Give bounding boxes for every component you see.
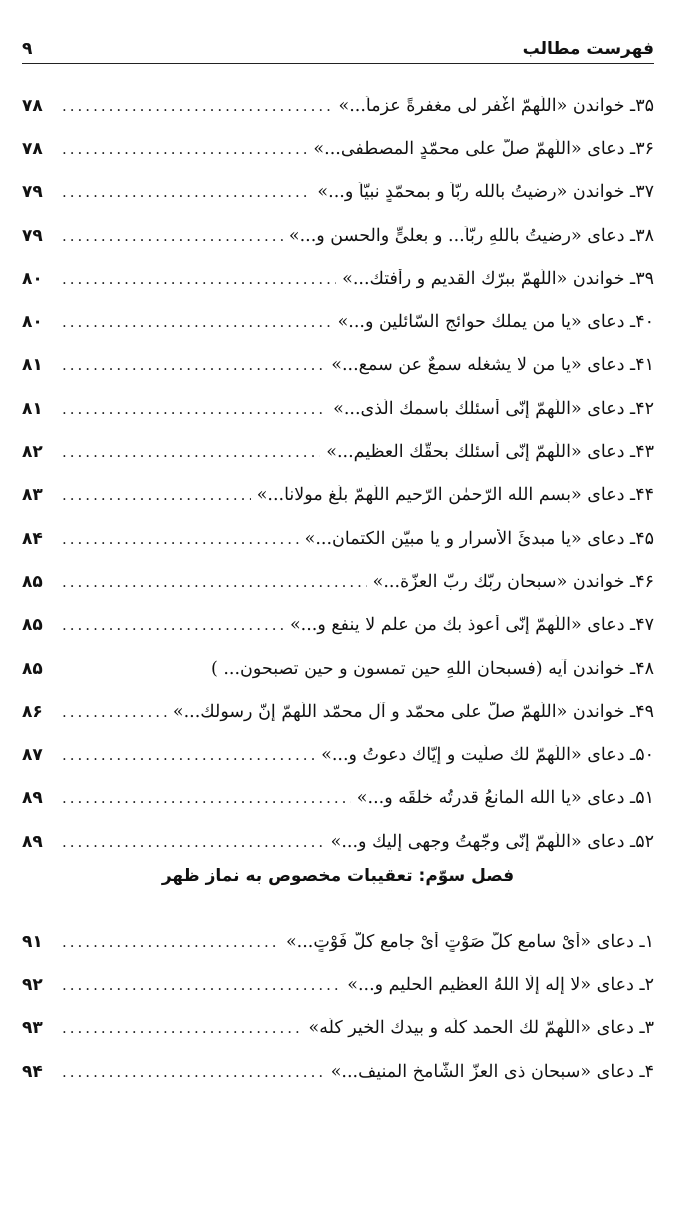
toc-row (22, 647, 654, 690)
toc-page-number: ۸۰ (22, 312, 43, 333)
header-title: فهرست مطالب (522, 39, 654, 59)
toc-row (22, 777, 654, 820)
toc-entry-text: ۳۹ـ خواندن «اللّهمّ ببرّك القدیم و رأفتك...» (342, 268, 654, 289)
toc-list-bottom (22, 920, 654, 1093)
leader-dots (62, 933, 280, 951)
leader-dots (62, 183, 311, 201)
toc-row (22, 963, 654, 1006)
toc-row (22, 344, 654, 387)
toc-page-number: ۸۵ (22, 615, 43, 636)
toc-entry-text: ۳۷ـ خواندن «رضیتُ بالله ربّاً و بمحمّدٍ نبیّاً و...» (317, 182, 654, 203)
leader-dots (62, 703, 167, 721)
toc-row (22, 127, 654, 170)
leader-dots (62, 356, 325, 374)
toc-entry-text: ۴۷ـ دعای «اللّهمّ إنّی أعوذ بك من علمٍ لا ینفع و...» (289, 615, 654, 636)
section-heading: فصل سوّم: تعقیبات مخصوص به نماز ظهر (161, 866, 515, 886)
toc-entry-text: ۳۶ـ دعای «اللّهمّ صلّ علی محمّدٍ المصطفی...» (313, 138, 654, 159)
leader-dots (62, 1019, 302, 1037)
leader-dots (62, 1063, 325, 1081)
toc-page-number: ۸۳ (22, 485, 43, 506)
toc-entry-text: ۴۶ـ خواندن «سبحان ربّك ربّ العزّة...» (372, 571, 654, 592)
leader-dots (62, 573, 367, 591)
toc-entry-text: ۴ـ دعای «سبحان ذی العزّ الشّامخ المنیف...» (330, 1061, 654, 1082)
toc-list-top (22, 84, 654, 863)
toc-row (22, 257, 654, 300)
toc-entry-text: ۴۳ـ دعای «اللّهمّ إنّی أسئلك بحقّك العظیم...» (326, 442, 654, 463)
toc-page-number: ۹۴ (22, 1061, 43, 1082)
toc-row (22, 517, 654, 560)
toc-page-number: ۸۶ (22, 701, 43, 722)
toc-page-number: ۸۱ (22, 398, 43, 419)
toc-row (22, 300, 654, 343)
leader-dots (62, 140, 307, 158)
toc-row (22, 474, 654, 517)
toc-page-number: ۹۲ (22, 974, 43, 995)
toc-entry-text: ۴۴ـ دعای «بسم الله الرّحمٰن الرّحیم اللّهمّ بلّغ مولانا...» (256, 485, 654, 506)
toc-row (22, 690, 654, 733)
header-page-number: ۹ (22, 39, 33, 59)
toc-row (22, 560, 654, 603)
toc-page-number: ۸۱ (22, 355, 43, 376)
toc-page-number: ۸۵ (22, 571, 43, 592)
toc-row (22, 387, 654, 430)
toc-entry-text: ۳۸ـ دعای «رضیتُ باللهِ ربّاً... و بعلیٍّ والحسنِ و...» (288, 225, 654, 246)
leader-dots (62, 97, 333, 115)
toc-entry-text: ۴۵ـ دعای «یا مبدئَ الأسرار و یا مبیّن الکتمان...» (304, 528, 654, 549)
toc-entry-text: ۵۲ـ دعای «اللّهمّ إنّی وجّهتُ وجهی إلیك و...» (330, 831, 654, 852)
toc-page-number: ۸۴ (22, 528, 43, 549)
toc-page-number: ۸۹ (22, 831, 43, 852)
toc-entry-text: ۴۹ـ خواندن «اللّهمّ صلّ علی محمّد و آل محمّد اللّهمّ إنّ رسولك...» (172, 701, 654, 722)
toc-row (22, 214, 654, 257)
toc-entry-text: ۴۲ـ دعای «اللّهمّ إنّی أسئلك باسمك الّذی...» (333, 398, 654, 419)
leader-dots (62, 400, 327, 418)
toc-row (22, 820, 654, 863)
toc-page-number: ۷۸ (22, 95, 43, 116)
leader-dots (62, 270, 336, 288)
toc-entry-text: ۳۵ـ خواندن «اللّهمّ اغْفر لی مغفرةً عزماً...» (338, 95, 654, 116)
toc-entry-text: ۵۰ـ دعای «اللّهمّ لك صلّیت و إیّاك دعوتُ و...» (321, 745, 654, 766)
toc-entry-text: ۱ـ دعای «أیْ سامع کلّ صَوْتٍ أیْ جامع کلّ فَوْتٍ...» (285, 931, 654, 952)
leader-dots (62, 486, 251, 504)
toc-entry-text: ۴۸ـ خواندن آیه (فسبحان اللهِ حین تمسون و حین تصبحون... ) (210, 658, 654, 679)
toc-entry-text: ۴۱ـ دعای «یا من لا یشغله سمعٌ عن سمعٍ...» (331, 355, 654, 376)
toc-page-number: ۸۷ (22, 745, 43, 766)
toc-entry-text: ۵۱ـ دعای «یا الله المانعُ قدرتُه خلقَه و...» (356, 788, 654, 809)
toc-row (22, 171, 654, 214)
leader-dots (62, 976, 341, 994)
toc-page-number: ۷۸ (22, 138, 43, 159)
toc-page-number: ۹۳ (22, 1018, 43, 1039)
toc-entry-text: ۳ـ دعای «اللّهمّ لك الحمد کلّه و بیدك الخیر کلّه» (308, 1018, 654, 1039)
toc-entry-text: ۲ـ دعای «لا إله إلّا اللهُ العظیم الحلیم و...» (347, 974, 654, 995)
page-header (22, 30, 654, 64)
leader-dots (62, 746, 315, 764)
toc-entry-text: ۴۰ـ دعای «یا من یملك حوائج السّائلین و...» (337, 312, 654, 333)
toc-row (22, 604, 654, 647)
leader-dots (62, 443, 320, 461)
toc-row (22, 84, 654, 127)
leader-dots (62, 227, 283, 245)
toc-page-number: ۸۹ (22, 788, 43, 809)
toc-row (22, 430, 654, 473)
toc-row (22, 1007, 654, 1050)
toc-row (22, 920, 654, 963)
toc-page-number: ۸۵ (22, 658, 43, 679)
leader-dots (62, 530, 299, 548)
toc-page-number: ۹۱ (22, 931, 43, 952)
leader-dots (62, 616, 284, 634)
toc-row (22, 1050, 654, 1093)
toc-page-number: ۸۲ (22, 442, 43, 463)
leader-dots (62, 833, 325, 851)
leader-dots (62, 313, 332, 331)
leader-dots (62, 789, 351, 807)
toc-row (22, 733, 654, 776)
toc-page-number: ۸۰ (22, 268, 43, 289)
toc-page-number: ۷۹ (22, 182, 43, 203)
toc-page-number: ۷۹ (22, 225, 43, 246)
